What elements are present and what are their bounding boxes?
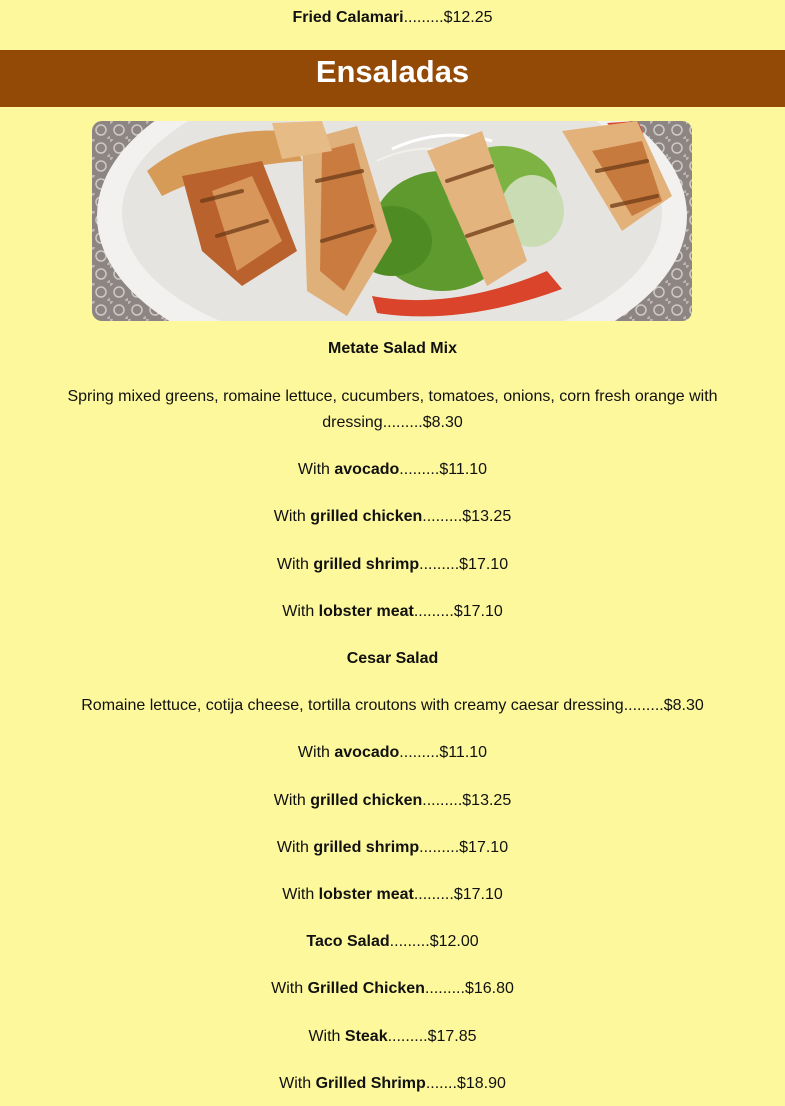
addon-prefix: With — [308, 1028, 345, 1045]
item-description: Spring mixed greens, romaine lettuce, cucumbers, tomatoes, onions, corn fresh orange with dressing — [67, 388, 718, 431]
addon-prefix: With — [297, 461, 335, 478]
menu-item-priced-heading — [0, 929, 785, 955]
menu-addon — [0, 457, 785, 483]
item-separator: ......... — [623, 697, 664, 714]
addon-prefix: With — [273, 508, 311, 525]
menu-addon — [0, 1024, 785, 1050]
item-separator: ......... — [419, 839, 460, 856]
addon-name: grilled chicken — [310, 508, 423, 525]
addon-prefix: With — [297, 744, 335, 761]
item-name: Taco Salad — [306, 933, 390, 950]
item-separator: ......... — [387, 1028, 428, 1045]
addon-name: lobster meat — [318, 603, 414, 620]
item-separator: ......... — [422, 792, 463, 809]
section-title: Ensaladas — [315, 54, 470, 89]
item-separator: ......... — [389, 933, 430, 950]
item-price: $13.25 — [462, 508, 512, 525]
menu-addon — [0, 552, 785, 578]
menu-addon — [0, 504, 785, 530]
item-price: $18.90 — [456, 1075, 506, 1092]
addon-name: avocado — [334, 744, 400, 761]
addon-prefix: With — [276, 556, 314, 573]
item-price: $8.30 — [663, 697, 704, 714]
addon-prefix: With — [276, 839, 314, 856]
addon-name: Grilled Shrimp — [315, 1075, 426, 1092]
menu-addon — [0, 976, 785, 1002]
section-header-band — [0, 50, 785, 107]
salad-photo — [92, 121, 692, 321]
item-price: $17.10 — [453, 603, 503, 620]
prev-item-name: Fried Calamari — [292, 9, 404, 26]
item-price: $12.00 — [429, 933, 479, 950]
item-separator: ......... — [399, 461, 440, 478]
item-description: Romaine lettuce, cotija cheese, tortilla croutons with creamy caesar dressing — [81, 697, 624, 714]
menu-item-description — [0, 693, 785, 719]
menu-addon — [0, 835, 785, 861]
prev-item-price: $12.25 — [443, 9, 493, 26]
item-price: $13.25 — [462, 792, 512, 809]
menu-addon — [0, 788, 785, 814]
item-price: $16.80 — [464, 980, 514, 997]
addon-prefix: With — [279, 1075, 316, 1092]
item-price: $11.10 — [439, 744, 488, 761]
item-name: Cesar Salad — [346, 650, 439, 667]
item-separator: ....... — [425, 1075, 457, 1092]
menu-addon — [0, 882, 785, 908]
item-separator: ......... — [399, 744, 440, 761]
addon-name: lobster meat — [318, 886, 414, 903]
prev-item-separator: ......... — [403, 9, 444, 26]
item-separator: ......... — [413, 886, 454, 903]
menu-item-heading — [0, 646, 785, 672]
prev-menu-item — [0, 8, 785, 28]
menu-addon — [0, 740, 785, 766]
item-separator: ......... — [424, 980, 465, 997]
addon-name: grilled chicken — [310, 792, 423, 809]
item-price: $8.30 — [422, 414, 463, 431]
addon-name: grilled shrimp — [313, 556, 420, 573]
addon-prefix: With — [271, 980, 308, 997]
menu-addon — [0, 1071, 785, 1097]
item-price: $11.10 — [439, 461, 488, 478]
addon-prefix: With — [273, 792, 311, 809]
menu-item-heading — [0, 336, 785, 362]
menu-item-description — [48, 384, 737, 436]
item-separator: ......... — [382, 414, 423, 431]
menu-addon — [0, 599, 785, 625]
addon-prefix: With — [282, 886, 319, 903]
item-price: $17.10 — [459, 556, 509, 573]
addon-name: grilled shrimp — [313, 839, 420, 856]
item-price: $17.85 — [427, 1028, 477, 1045]
addon-name: Steak — [344, 1028, 388, 1045]
item-price: $17.10 — [453, 886, 503, 903]
item-price: $17.10 — [459, 839, 509, 856]
addon-name: avocado — [334, 461, 400, 478]
item-name: Metate Salad Mix — [328, 340, 457, 357]
addon-prefix: With — [282, 603, 319, 620]
item-separator: ......... — [413, 603, 454, 620]
item-separator: ......... — [419, 556, 460, 573]
item-separator: ......... — [422, 508, 463, 525]
addon-name: Grilled Chicken — [307, 980, 425, 997]
